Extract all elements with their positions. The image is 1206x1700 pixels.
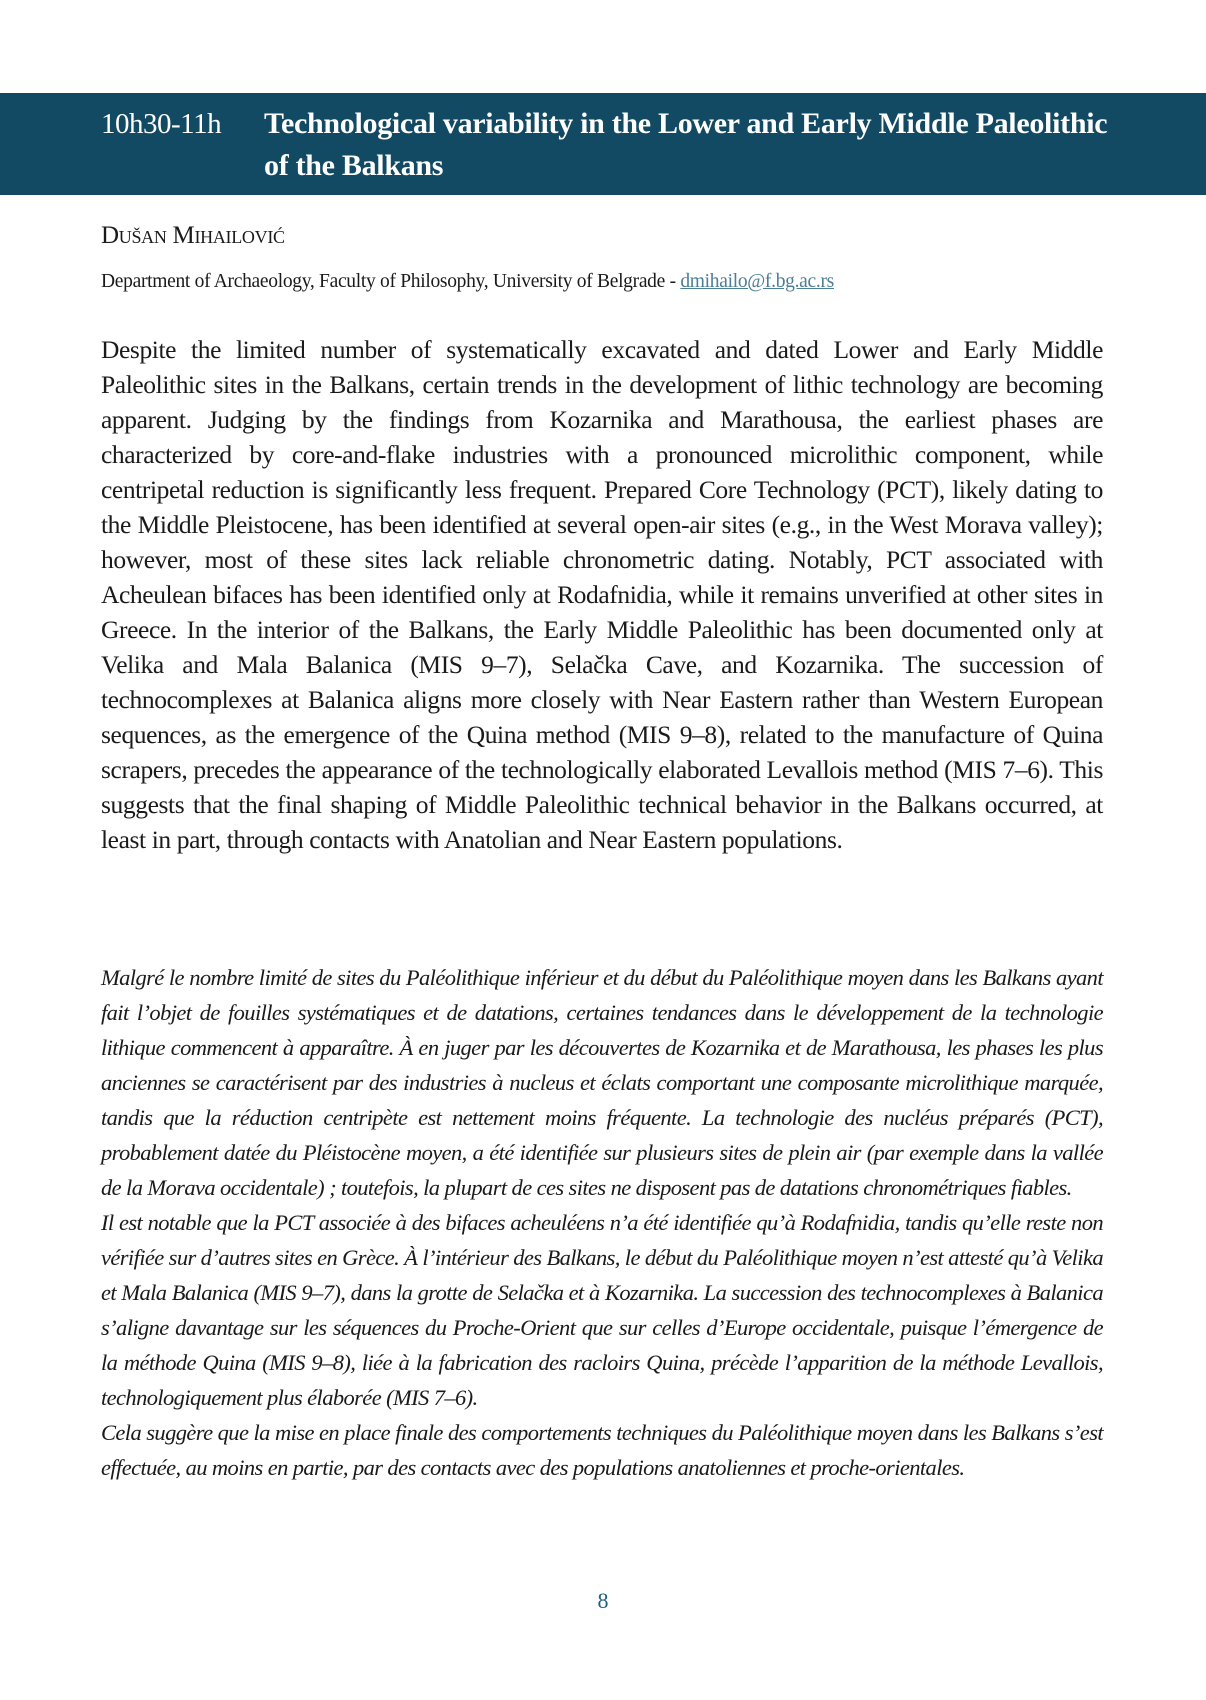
session-header [0, 93, 1206, 195]
abstract-french-paragraph: Malgré le nombre limité de sites du Paléolithique inférieur et du début du Paléolithique moyen dans les Balkans ayant fait l’objet de fouilles systématiques et de datations, certaines tendances dans le développement de la technologie lithique commencent à apparaître. À en juger par les découvertes de Kozarnika et de Marathousa, les phases les plus anciennes se caractérisent par des industries à nucleus et éclats comportant une composante microlithique marquée, tandis que la réduction centripète est nettement moins fréquente. La technologie des nucléus préparés (PCT), probablement datée du Pléistocène moyen, a été identifiée sur plusieurs sites de plein air (par exemple dans la vallée de la Morava occidentale) ; toutefois, la plupart de ces sites ne disposent pas de datations chronométriques fiables. [101, 965, 1103, 1200]
page-number: 8 [597, 1588, 609, 1613]
abstract-french [101, 960, 1103, 1485]
abstract-french-paragraph: Cela suggère que la mise en place finale des comportements techniques du Paléolithique moyen dans les Balkans s’est effectuée, au moins en partie, par des contacts avec des populations anatoliennes et proche-orientales. [101, 1420, 1103, 1480]
author-affiliation [101, 268, 834, 296]
author-name: Dušan Mihailović [101, 222, 285, 249]
abstract-french-paragraph: Il est notable que la PCT associée à des bifaces acheuléens n’a été identifiée qu’à Rodafnidia, tandis qu’elle reste non vérifiée sur d’autres sites en Grèce. À l’intérieur des Balkans, le début du Paléolithique moyen n’est attesté qu’à Velika et Mala Balanica (MIS 9–7), dans la grotte de Selačka et à Kozarnika. La succession des technocomplexes à Balanica s’aligne davantage sur les séquences du Proche-Orient que sur celles d’Europe occidentale, puisque l’émergence de la méthode Quina (MIS 9–8), liée à la fabrication des racloirs Quina, précède l’apparition de la méthode Levallois, technologiquement plus élaborée (MIS 7–6). [101, 1210, 1103, 1410]
session-time: 10h30-11h [101, 108, 222, 140]
abstract-english: Despite the limited number of systematically excavated and dated Lower and Early Middle Paleolithic sites in the Balkans, certain trends in the development of lithic technology are becoming apparent. Judging by the findings from Kozarnika and Marathousa, the earliest phases are characterized by core-and-flake industries with a pronounced microlithic component, while centripetal reduction is significantly less frequent. Prepared Core Technology (PCT), likely dating to the Middle Pleistocene, has been identified at several open-air sites (e.g., in the West Morava valley); however, most of these sites lack reliable chronometric dating. Notably, PCT associated with Acheulean bifaces has been identified only at Rodafnidia, while it remains unverified at other sites in Greece. In the interior of the Balkans, the Early Middle Paleolithic has been documented only at Velika and Mala Balanica (MIS 9–7), Selačka Cave, and Kozarnika. The succession of technocomplexes at Balanica aligns more closely with Near Eastern rather than Western European sequences, as the emergence of the Quina method (MIS 9–8), related to the manufacture of Quina scrapers, precedes the appearance of the technologically elaborated Levallois method (MIS 7–6). This suggests that the final shaping of Middle Paleolithic technical behavior in the Balkans occurred, at least in part, through contacts with Anatolian and Near Eastern populations. [101, 335, 1103, 854]
talk-title: Technological variability in the Lower and Early Middle Paleolithic of the Balkans [264, 107, 1108, 182]
author-email-link[interactable]: dmihailo@f.bg.ac.rs [680, 271, 834, 292]
affiliation-text: Department of Archaeology, Faculty of Philosophy, University of Belgrade - [101, 271, 681, 292]
